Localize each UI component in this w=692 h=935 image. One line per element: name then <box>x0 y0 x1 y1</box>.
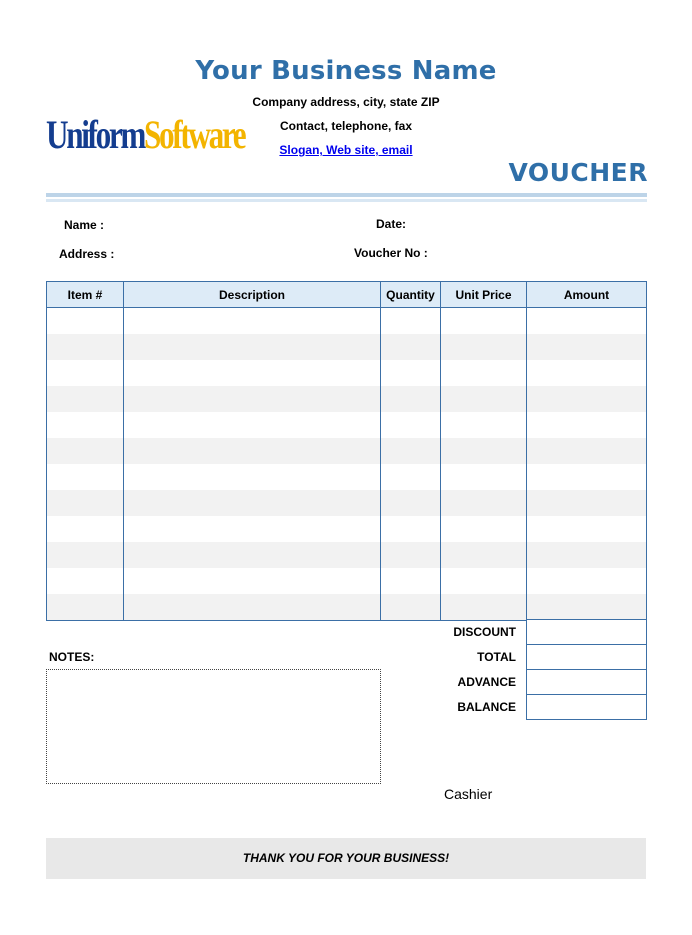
table-cell[interactable] <box>381 464 441 490</box>
table-cell[interactable] <box>124 464 381 490</box>
table-cell[interactable] <box>527 308 647 335</box>
table-cell[interactable] <box>441 360 527 386</box>
table-cell[interactable] <box>124 490 381 516</box>
document-title: VOUCHER <box>508 158 648 187</box>
table-cell[interactable] <box>527 412 647 438</box>
table-cell[interactable] <box>527 594 647 621</box>
table-cell[interactable] <box>124 412 381 438</box>
table-cell[interactable] <box>47 568 124 594</box>
table-cell[interactable] <box>47 594 124 621</box>
column-header-description: Description <box>124 282 381 308</box>
table-row <box>47 308 647 335</box>
table-row <box>47 490 647 516</box>
balance-label: BALANCE <box>457 700 516 714</box>
table-row <box>47 542 647 568</box>
table-cell[interactable] <box>381 334 441 360</box>
slogan-link[interactable]: Slogan, Web site, email <box>279 143 413 157</box>
table-cell[interactable] <box>527 464 647 490</box>
table-cell[interactable] <box>381 516 441 542</box>
table-row <box>47 464 647 490</box>
table-row <box>47 360 647 386</box>
table-row <box>47 412 647 438</box>
table-cell[interactable] <box>441 438 527 464</box>
table-cell[interactable] <box>381 594 441 621</box>
logo-text-uniform: Uniform <box>46 112 144 157</box>
table-cell[interactable] <box>527 386 647 412</box>
column-header-amount: Amount <box>527 282 647 308</box>
table-cell[interactable] <box>527 490 647 516</box>
table-cell[interactable] <box>124 568 381 594</box>
table-cell[interactable] <box>441 334 527 360</box>
table-cell[interactable] <box>47 490 124 516</box>
table-cell[interactable] <box>124 594 381 621</box>
date-label: Date: <box>376 217 407 231</box>
name-label: Name : <box>64 218 105 232</box>
table-cell[interactable] <box>124 542 381 568</box>
table-cell[interactable] <box>124 360 381 386</box>
table-cell[interactable] <box>441 490 527 516</box>
table-cell[interactable] <box>47 516 124 542</box>
table-cell[interactable] <box>441 386 527 412</box>
table-cell[interactable] <box>124 334 381 360</box>
column-header-item: Item # <box>47 282 124 308</box>
table-cell[interactable] <box>381 308 441 335</box>
table-cell[interactable] <box>47 386 124 412</box>
table-cell[interactable] <box>441 516 527 542</box>
table-row <box>47 438 647 464</box>
table-row <box>47 516 647 542</box>
table-cell[interactable] <box>381 568 441 594</box>
table-cell[interactable] <box>47 360 124 386</box>
header-divider-light <box>46 199 647 202</box>
notes-box[interactable] <box>46 669 381 784</box>
items-table <box>46 281 647 621</box>
table-cell[interactable] <box>527 568 647 594</box>
table-cell[interactable] <box>441 308 527 335</box>
table-cell[interactable] <box>381 360 441 386</box>
table-cell[interactable] <box>381 386 441 412</box>
table-cell[interactable] <box>381 490 441 516</box>
table-cell[interactable] <box>47 308 124 335</box>
discount-field[interactable] <box>526 619 647 645</box>
thank-you-footer: THANK YOU FOR YOUR BUSINESS! <box>46 838 646 879</box>
balance-field[interactable] <box>526 694 647 720</box>
address-label: Address : <box>59 247 115 261</box>
company-contact: Contact, telephone, fax <box>279 119 413 133</box>
table-cell[interactable] <box>441 594 527 621</box>
company-address: Company address, city, state ZIP <box>252 95 440 109</box>
logo-text-software: Software <box>143 112 245 157</box>
table-row <box>47 568 647 594</box>
table-cell[interactable] <box>124 516 381 542</box>
header-divider <box>46 193 647 197</box>
table-cell[interactable] <box>441 542 527 568</box>
table-cell[interactable] <box>527 542 647 568</box>
company-logo <box>46 110 244 160</box>
total-label: TOTAL <box>477 650 516 664</box>
table-cell[interactable] <box>441 412 527 438</box>
column-header-quantity: Quantity <box>381 282 441 308</box>
table-cell[interactable] <box>381 412 441 438</box>
table-cell[interactable] <box>124 386 381 412</box>
table-cell[interactable] <box>441 464 527 490</box>
voucher-no-label: Voucher No : <box>354 246 428 260</box>
table-cell[interactable] <box>441 568 527 594</box>
table-cell[interactable] <box>527 516 647 542</box>
discount-label: DISCOUNT <box>453 625 516 639</box>
column-header-unit-price: Unit Price <box>441 282 527 308</box>
advance-label: ADVANCE <box>457 675 516 689</box>
table-header-row <box>47 282 647 308</box>
table-cell[interactable] <box>381 438 441 464</box>
table-row <box>47 334 647 360</box>
table-cell[interactable] <box>47 438 124 464</box>
business-name: Your Business Name <box>195 56 497 86</box>
table-cell[interactable] <box>47 542 124 568</box>
total-field[interactable] <box>526 644 647 670</box>
advance-field[interactable] <box>526 669 647 695</box>
cashier-label: Cashier <box>444 786 493 802</box>
items-table-body <box>47 308 647 621</box>
table-row <box>47 594 647 621</box>
table-cell[interactable] <box>124 438 381 464</box>
table-cell[interactable] <box>527 360 647 386</box>
table-cell[interactable] <box>47 412 124 438</box>
table-cell[interactable] <box>527 334 647 360</box>
notes-label: NOTES: <box>49 650 95 664</box>
table-cell[interactable] <box>527 438 647 464</box>
table-cell[interactable] <box>47 334 124 360</box>
table-cell[interactable] <box>381 542 441 568</box>
table-row <box>47 386 647 412</box>
table-cell[interactable] <box>47 464 124 490</box>
table-cell[interactable] <box>124 308 381 335</box>
